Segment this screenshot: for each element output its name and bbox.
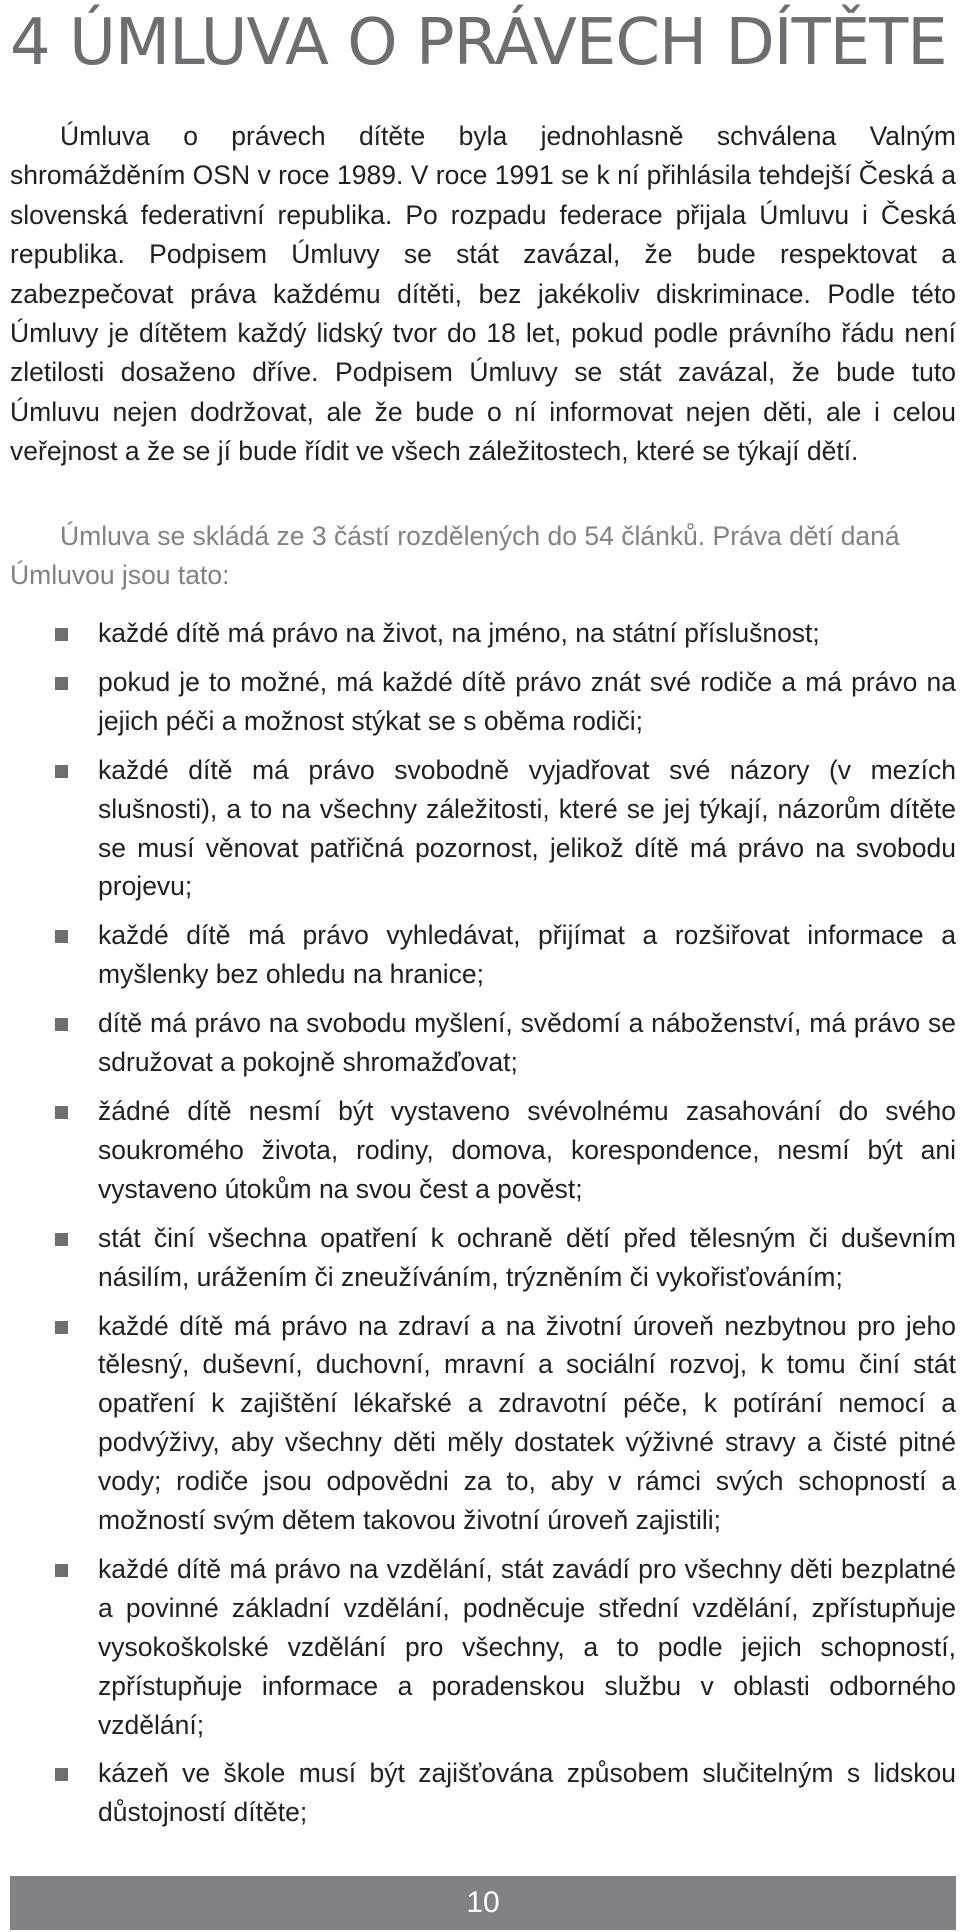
rights-list-item [10, 1004, 956, 1082]
square-bullet-icon [55, 1233, 68, 1246]
square-bullet-icon [55, 1321, 68, 1334]
square-bullet-icon [55, 1564, 68, 1577]
rights-list-item [10, 1754, 956, 1832]
rights-list-item [10, 1307, 956, 1540]
rights-list-item-text: každé dítě má právo na vzdělání, stát zavádí pro všechny děti bezplatné a povinné základní vzdělání, podněcuje střední vzdělání, zpřístupňuje vysokoškolské vzdělání pro všechny, a to podle jejich schopností, zpřístupňuje informace a poradenskou službu v oblasti odborného vzdělání; [98, 1553, 956, 1740]
rights-list [10, 614, 956, 1842]
page-number: 10 [466, 1886, 500, 1919]
rights-list-item [10, 1092, 956, 1209]
structure-paragraph: Úmluva se skládá ze 3 částí rozdělených do 54 článků. Práva dětí daná Úmluvou jsou tato: [10, 521, 900, 591]
rights-list-item-text: každé dítě má právo na život, na jméno, na státní příslušnost; [98, 618, 820, 648]
rights-list-item-text: kázeň ve škole musí být zajišťována způsobem slučitelným s lidskou důstojností dítěte; [98, 1758, 956, 1828]
rights-list-item [10, 1219, 956, 1297]
rights-list-item [10, 916, 956, 994]
rights-list-item-text: pokud je to možné, má každé dítě právo znát své rodiče a má právo na jejich péči a možnost stýkat se s oběma rodiči; [98, 666, 956, 736]
square-bullet-icon [55, 765, 68, 778]
rights-list-item [10, 751, 956, 907]
square-bullet-icon [55, 1768, 68, 1781]
rights-list-item-text: stát činí všechna opatření k ochraně dětí před tělesným či duševním násilím, urážením či zneužíváním, trýzněním či vykořisťováním; [98, 1222, 956, 1292]
rights-list-item-text: každé dítě má právo vyhledávat, přijímat a rozšiřovat informace a myšlenky bez ohledu na hranice; [98, 920, 956, 990]
rights-list-item-text: žádné dítě nesmí být vystaveno svévolnému zasahování do svého soukromého života, rodiny, domova, korespondence, nesmí být ani vystaveno útokům na svou čest a pověst; [98, 1095, 956, 1204]
square-bullet-icon [55, 1018, 68, 1031]
footer-bar [10, 1876, 956, 1930]
rights-list-item-text: každé dítě má právo na zdraví a na životní úroveň nezbytnou pro jeho tělesný, duševní, duchovní, mravní a sociální rozvoj, k tomu činí stát opatření k zajištění lékařské a zdravotní péče, k potírání nemocí a podvýživy, aby všechny děti měly dostatek výživné stravy a čisté pitné vody; rodiče jsou odpovědni za to, aby v rámci svých schopností a možností svým dětem takovou životní úroveň zajistili; [98, 1310, 956, 1536]
square-bullet-icon [55, 677, 68, 690]
page-title: 4 ÚMLUVA O PRÁVECH DÍTĚTE [10, 6, 947, 80]
square-bullet-icon [55, 628, 68, 641]
intro-paragraph: Úmluva o právech dítěte byla jednohlasně schválena Valným shromážděním OSN v roce 1989. V roce 1991 se k ní přihlásila tehdejší Česká a slovenská federativní republika. Po rozpadu federace přijala Úmluvu i Česká republika. Podpisem Úmluvy se stát zavázal, že bude respektovat a zabezpečovat práva každému dítěti, bez jakékoliv diskriminace. Podle této Úmluvy je dítětem každý lidský tvor do 18 let, pokud podle právního řádu není zletilosti dosaženo dříve. Podpisem Úmluvy se stát zavázal, že bude tuto Úmluvu nejen dodržovat, ale že bude o ní informovat nejen děti, ale i celou veřejnost a že se jí bude řídit ve všech záležitostech, které se týkají dětí. [10, 121, 956, 467]
rights-list-item [10, 1550, 956, 1745]
rights-list-item [10, 614, 956, 653]
rights-list-item-text: dítě má právo na svobodu myšlení, svědomí a náboženství, má právo se sdružovat a pokojně shromažďovat; [98, 1008, 956, 1078]
rights-list-item-text: každé dítě má právo svobodně vyjadřovat své názory (v mezích slušnosti), a to na všechny záležitosti, které se jej týkají, názorům dítěte se musí věnovat patřičná pozornost, jelikož dítě má právo na svobodu projevu; [98, 754, 956, 902]
rights-list-item [10, 663, 956, 741]
square-bullet-icon [55, 1106, 68, 1119]
square-bullet-icon [55, 930, 68, 943]
